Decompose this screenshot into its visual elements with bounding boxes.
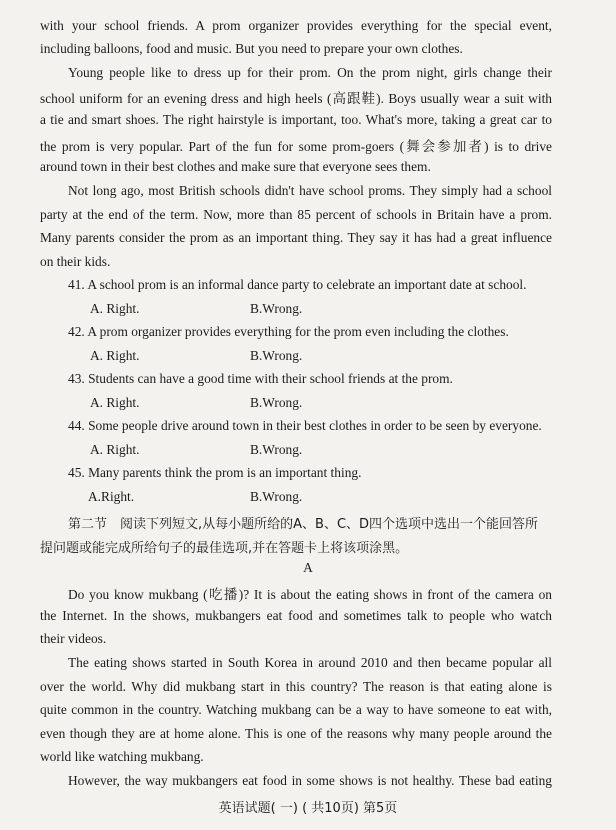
passage-line: their videos. bbox=[40, 631, 107, 646]
passage-line: Many parents consider the prom as an important thing. They say it has had a great influence bbox=[40, 230, 552, 245]
option-b[interactable]: B.Wrong. bbox=[250, 489, 303, 504]
option-a[interactable]: A. Right. bbox=[90, 301, 140, 316]
passage-line: around town in their best clothes and make sure that everyone sees them. bbox=[40, 159, 431, 174]
passage-line: However, the way mukbangers eat food in some shows is not healthy. These bad eating bbox=[68, 773, 552, 788]
option-b[interactable]: B.Wrong. bbox=[250, 395, 303, 410]
question-41: 41. A school prom is an informal dance party to celebrate an important date at school. bbox=[68, 277, 527, 292]
option-a[interactable]: A.Right. bbox=[88, 489, 135, 504]
question-43: 43. Students can have a good time with their school friends at the prom. bbox=[68, 371, 453, 386]
option-a[interactable]: A. Right. bbox=[90, 442, 140, 457]
passage-line: Not long ago, most British schools didn't have school proms. They simply had a school bbox=[68, 183, 552, 198]
question-45: 45. Many parents think the prom is an important thing. bbox=[68, 465, 362, 480]
passage-line: quite common in the country. Watching mukbang can be a way to have someone to eat with, bbox=[40, 702, 552, 717]
option-b[interactable]: B.Wrong. bbox=[250, 301, 303, 316]
passage-line: world like watching mukbang. bbox=[40, 749, 204, 764]
section-instructions: 提问题或能完成所给句子的最佳选项,并在答题卡上将该项涂黑。 bbox=[40, 541, 409, 556]
passage-line: the Internet. In the shows, mukbangers eat food and sometimes talk to people who watch bbox=[40, 608, 552, 623]
section-instructions: 第二节 阅读下列短文,从每小题所给的A、B、C、D四个选项中选出一个能回答所 bbox=[68, 517, 539, 532]
passage-line: Do you know mukbang (吃播)? It is about the eating shows in front of the camera on bbox=[68, 587, 552, 602]
passage-line: over the world. Why did mukbang start in this country? The reason is that eating alone is bbox=[40, 679, 552, 694]
passage-line: including balloons, food and music. But you need to prepare your own clothes. bbox=[40, 41, 463, 56]
passage-line: Young people like to dress up for their prom. On the prom night, girls change their bbox=[68, 65, 552, 80]
option-b[interactable]: B.Wrong. bbox=[250, 348, 303, 363]
passage-title: A bbox=[303, 560, 313, 575]
passage-line: school uniform for an evening dress and high heels (高跟鞋). Boys usually wear a suit with bbox=[40, 91, 552, 106]
page-footer: 英语试题( 一) ( 共10页) 第5页 bbox=[218, 801, 398, 816]
passage-line: the prom is very popular. Part of the fun for some prom-goers (舞会参加者) is to drive bbox=[40, 139, 552, 154]
passage-line: on their kids. bbox=[40, 254, 111, 269]
option-b[interactable]: B.Wrong. bbox=[250, 442, 303, 457]
passage-line: The eating shows started in South Korea in around 2010 and then became popular all bbox=[68, 655, 552, 670]
passage-line: party at the end of the term. Now, more than 85 percent of schools in Britain have a prom. bbox=[40, 207, 552, 222]
passage-line: with your school friends. A prom organizer provides everything for the special event, bbox=[40, 18, 552, 33]
question-42: 42. A prom organizer provides everything for the prom even including the clothes. bbox=[68, 324, 509, 339]
question-44: 44. Some people drive around town in their best clothes in order to be seen by everyone. bbox=[68, 418, 542, 433]
passage-line: even though they are at home alone. This is one of the reasons why many people around the bbox=[40, 726, 552, 741]
passage-line: a tie and smart shoes. The right hairstyle is important, too. What's more, taking a great car to bbox=[40, 112, 552, 127]
option-a[interactable]: A. Right. bbox=[90, 348, 140, 363]
option-a[interactable]: A. Right. bbox=[90, 395, 140, 410]
